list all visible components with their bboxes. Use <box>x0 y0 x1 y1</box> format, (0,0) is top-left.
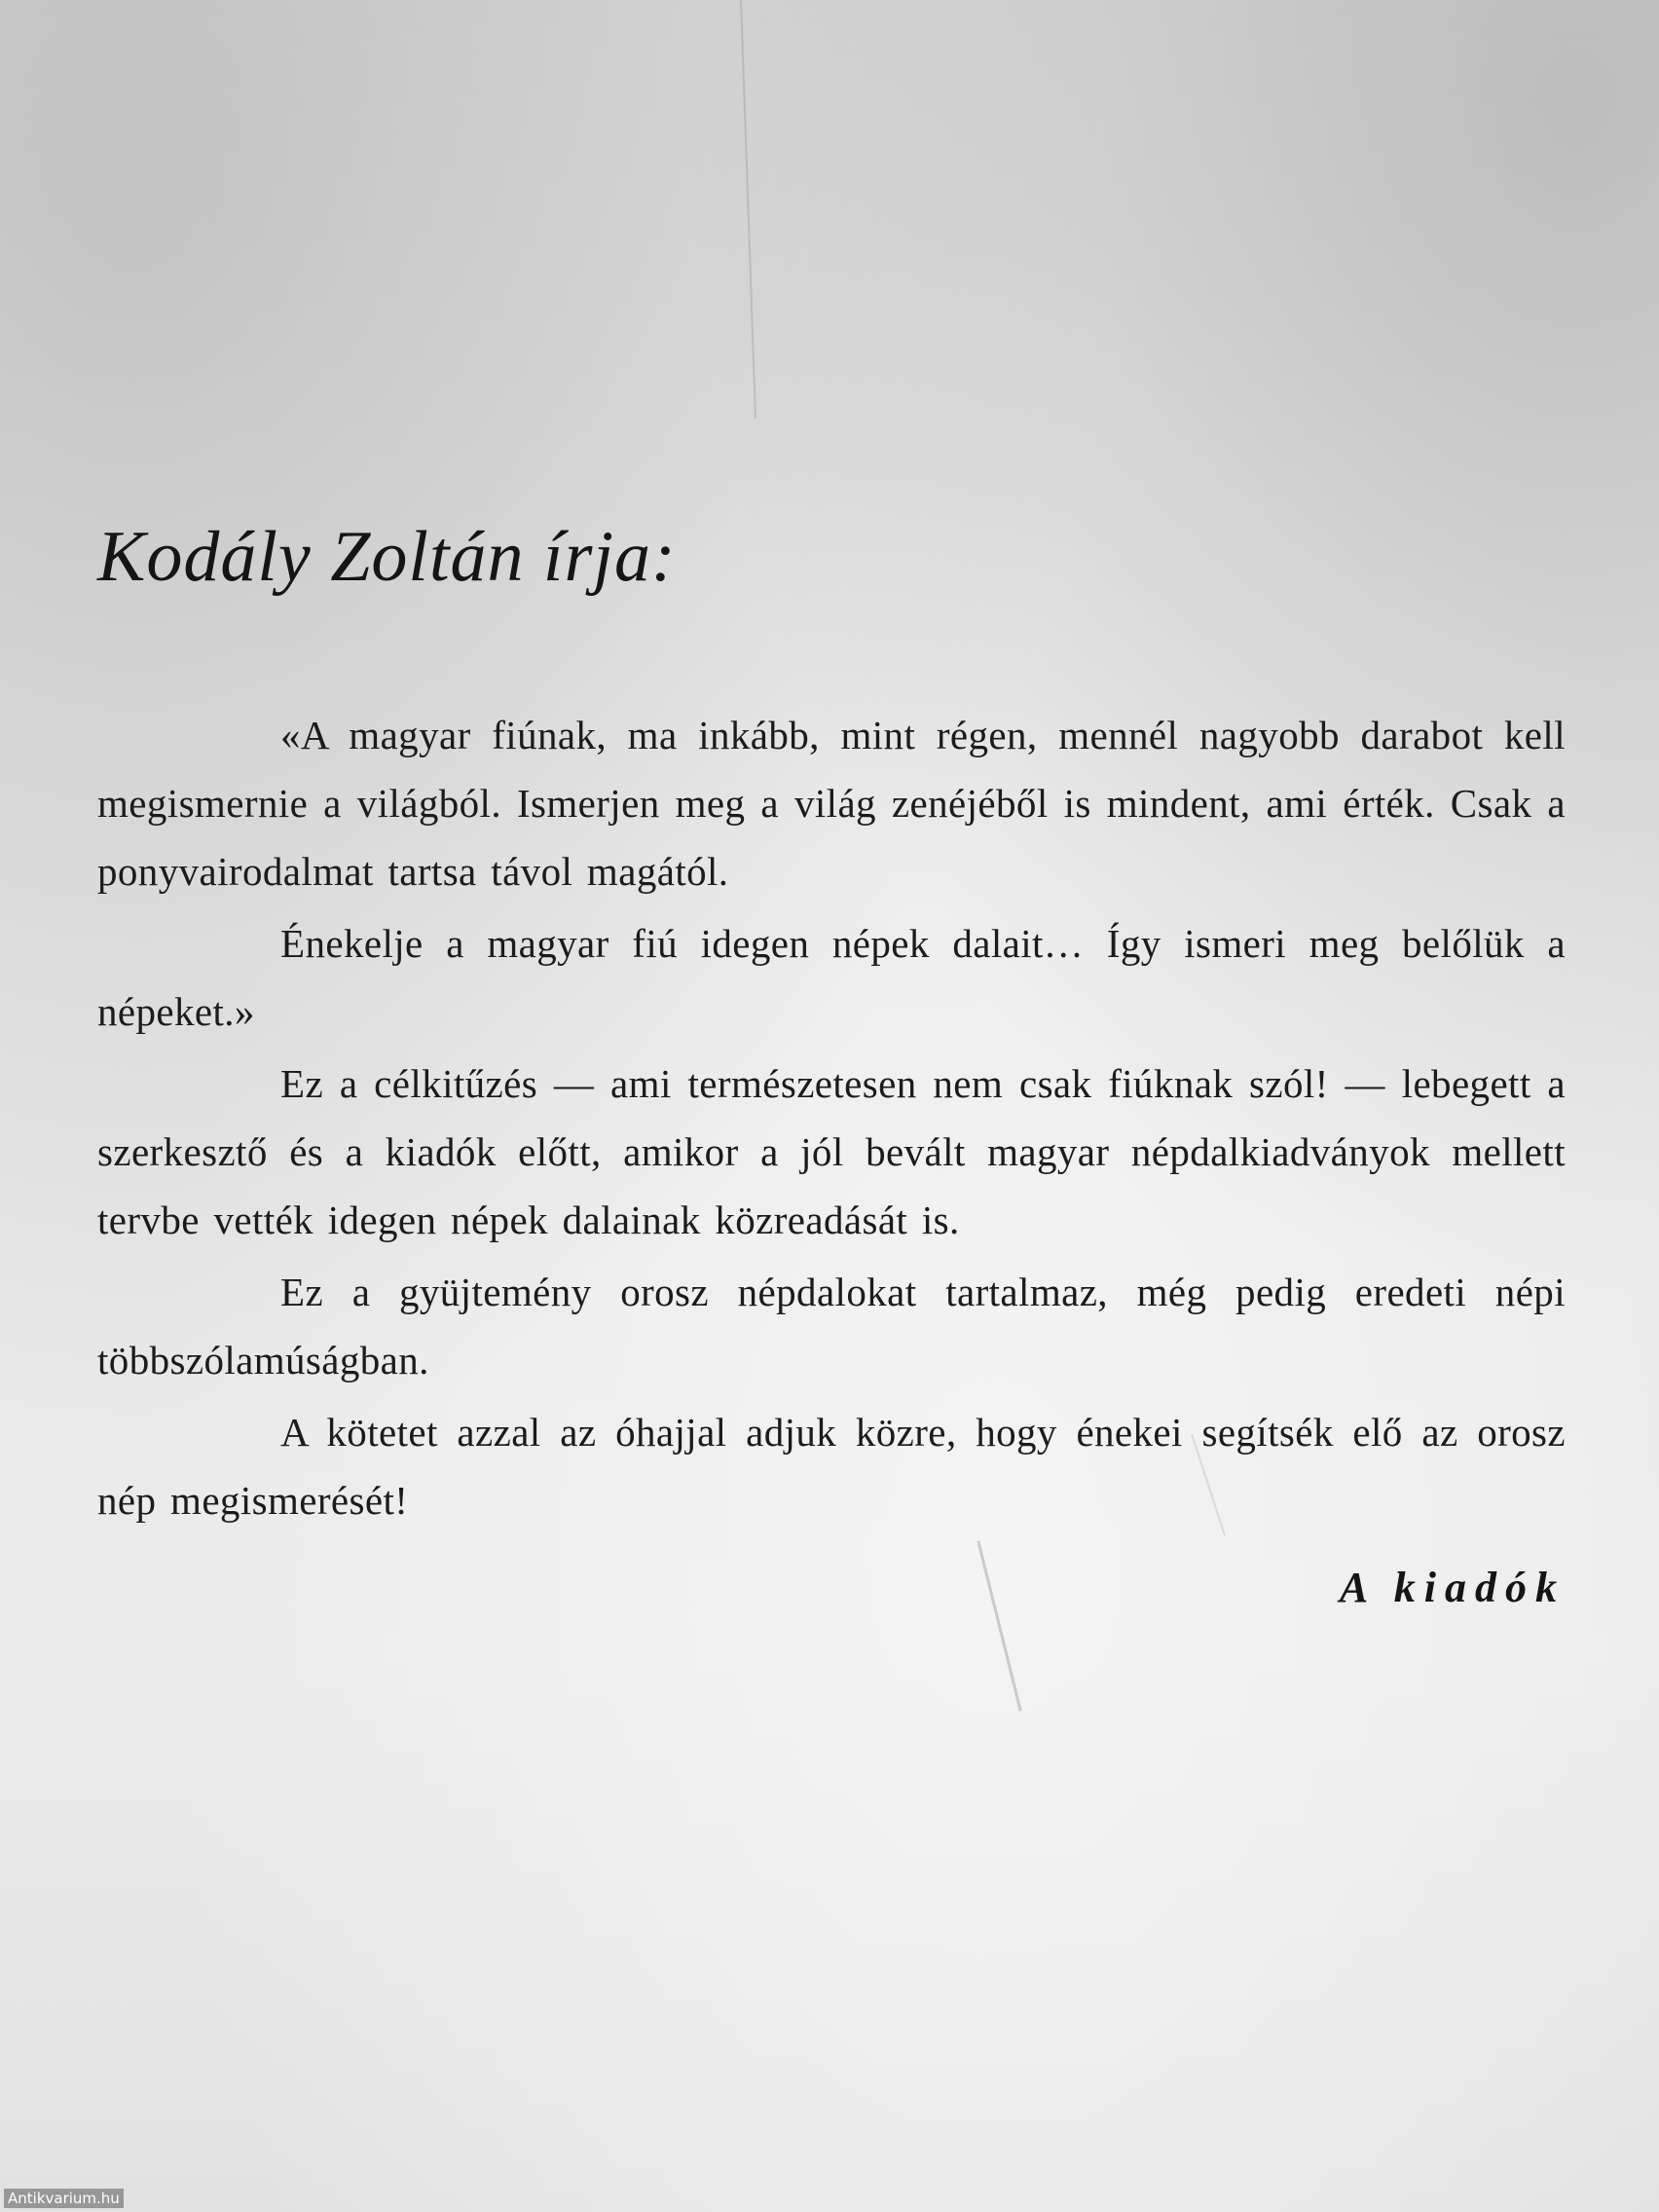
paper-scratch <box>977 1540 1021 1711</box>
paragraph-wish: A kötetet azzal az óhajjal adjuk közre, hogy énekei segítsék elő az orosz nép megismerését! <box>97 1410 1566 1523</box>
page-heading: Kodály Zoltán írja: <box>97 517 677 597</box>
paragraph-goal: Ez a célkitűzés — ami természetesen nem csak fiúknak szól! — lebegett a szerkesztő és a kiadók előtt, amikor a jól bevált magyar népdalkiadványok mellett tervbe vették idegen népek dalainak közreadását is. <box>97 1061 1566 1242</box>
paragraph-collection: Ez a gyüjtemény orosz népdalokat tartalmaz, még pedig eredeti népi többszólamúságban. <box>97 1270 1566 1382</box>
signature: A kiadók <box>1339 1564 1566 1611</box>
watermark: Antikvarium.hu <box>4 2189 124 2208</box>
body-text <box>97 701 1566 1538</box>
paper-scratch <box>740 0 756 419</box>
paragraph-quote-2: Énekelje a magyar fiú idegen népek dalait… Így ismeri meg belőlük a népeket.» <box>97 921 1566 1034</box>
paragraph-quote-1: «A magyar fiúnak, ma inkább, mint régen, mennél nagyobb darabot kell megismernie a világból. Ismerjen meg a világ zenéjéből is mindent, ami érték. Csak a ponyvairodalmat tartsa távol magától. <box>97 713 1566 894</box>
